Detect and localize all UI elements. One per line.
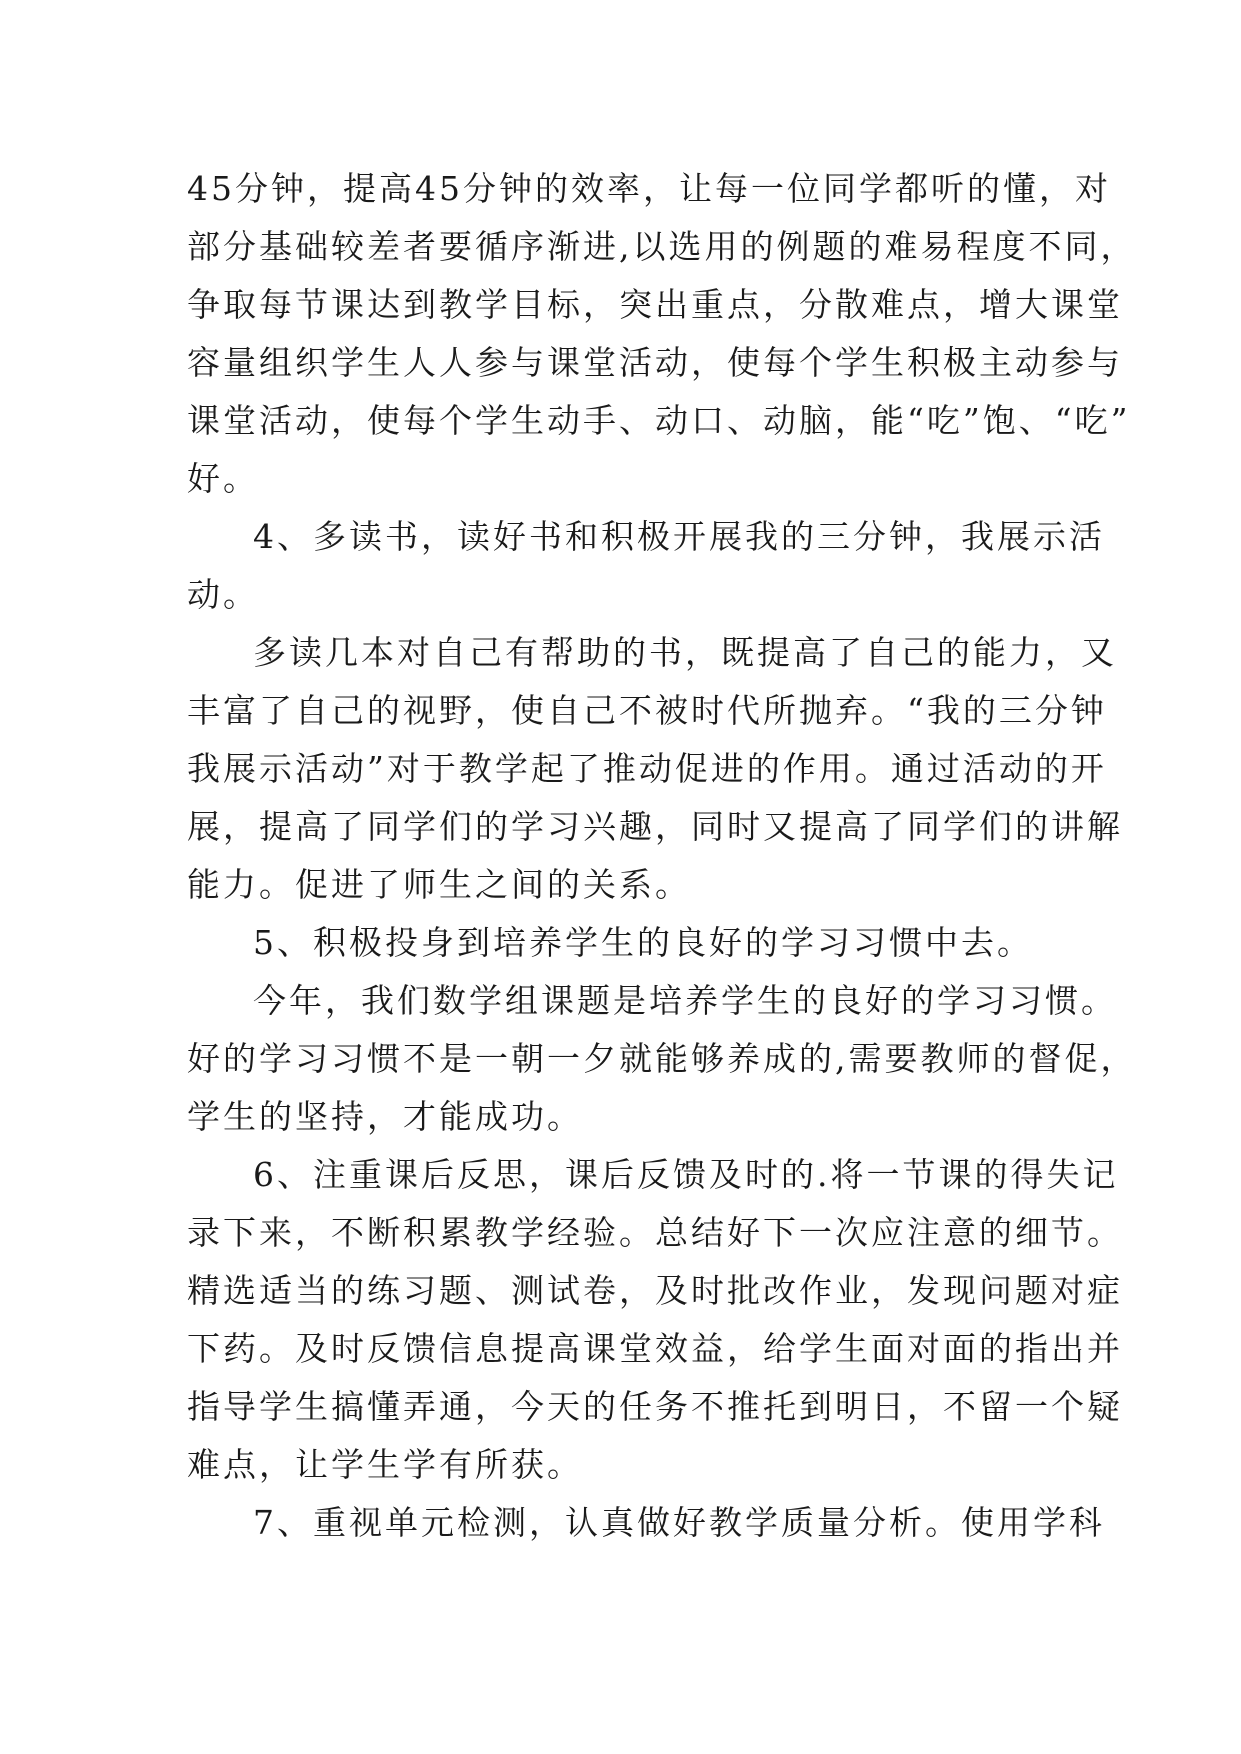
- text-line-21: 下药。及时反馈信息提高课堂效益，给学生面对面的指出并: [187, 1329, 1123, 1368]
- section-heading-5: 5、积极投身到培养学生的良好的学习习惯中去。: [253, 923, 1033, 962]
- section-heading-7: 7、重视单元检测，认真做好教学质量分析。使用学科: [253, 1503, 1105, 1542]
- text-line-12: 展，提高了同学们的学习兴趣，同时又提高了同学们的讲解: [187, 807, 1123, 846]
- text-line-20: 精选适当的练习题、测试卷，及时批改作业，发现问题对症: [187, 1271, 1123, 1310]
- text-line-17: 学生的坚持，才能成功。: [187, 1097, 583, 1136]
- text-line-3: 争取每节课达到教学目标，突出重点，分散难点，增大课堂: [187, 285, 1123, 324]
- text-line-10: 丰富了自己的视野，使自己不被时代所抛弃。“我的三分钟: [187, 691, 1107, 730]
- text-line-11: 我展示活动”对于教学起了推动促进的作用。通过活动的开: [187, 749, 1107, 788]
- text-line-8: 动。: [187, 575, 259, 614]
- text-line-1: 45分钟，提高45分钟的效率，让每一位同学都听的懂，对: [187, 169, 1111, 208]
- text-line-23: 难点，让学生学有所获。: [187, 1445, 583, 1484]
- section-heading-4: 4、多读书，读好书和积极开展我的三分钟，我展示活: [253, 517, 1105, 556]
- section-heading-6: 6、注重课后反思，课后反馈及时的.将一节课的得失记: [253, 1155, 1119, 1194]
- text-line-5: 课堂活动，使每个学生动手、动口、动脑，能“吃”饱、“吃”: [187, 401, 1131, 440]
- text-line-22: 指导学生搞懂弄通，今天的任务不推托到明日，不留一个疑: [187, 1387, 1123, 1426]
- text-line-9: 多读几本对自己有帮助的书，既提高了自己的能力，又: [253, 633, 1117, 672]
- text-line-15: 今年，我们数学组课题是培养学生的良好的学习习惯。: [253, 981, 1117, 1020]
- text-line-4: 容量组织学生人人参与课堂活动，使每个学生积极主动参与: [187, 343, 1123, 382]
- text-line-6: 好。: [187, 459, 259, 498]
- text-line-2: 部分基础较差者要循序渐进,以选用的例题的难易程度不同，: [187, 227, 1137, 266]
- text-line-13: 能力。促进了师生之间的关系。: [187, 865, 691, 904]
- text-line-16: 好的学习习惯不是一朝一夕就能够养成的,需要教师的督促，: [187, 1039, 1137, 1078]
- document-body: [187, 160, 1137, 1552]
- text-line-19: 录下来，不断积累教学经验。总结好下一次应注意的细节。: [187, 1213, 1123, 1252]
